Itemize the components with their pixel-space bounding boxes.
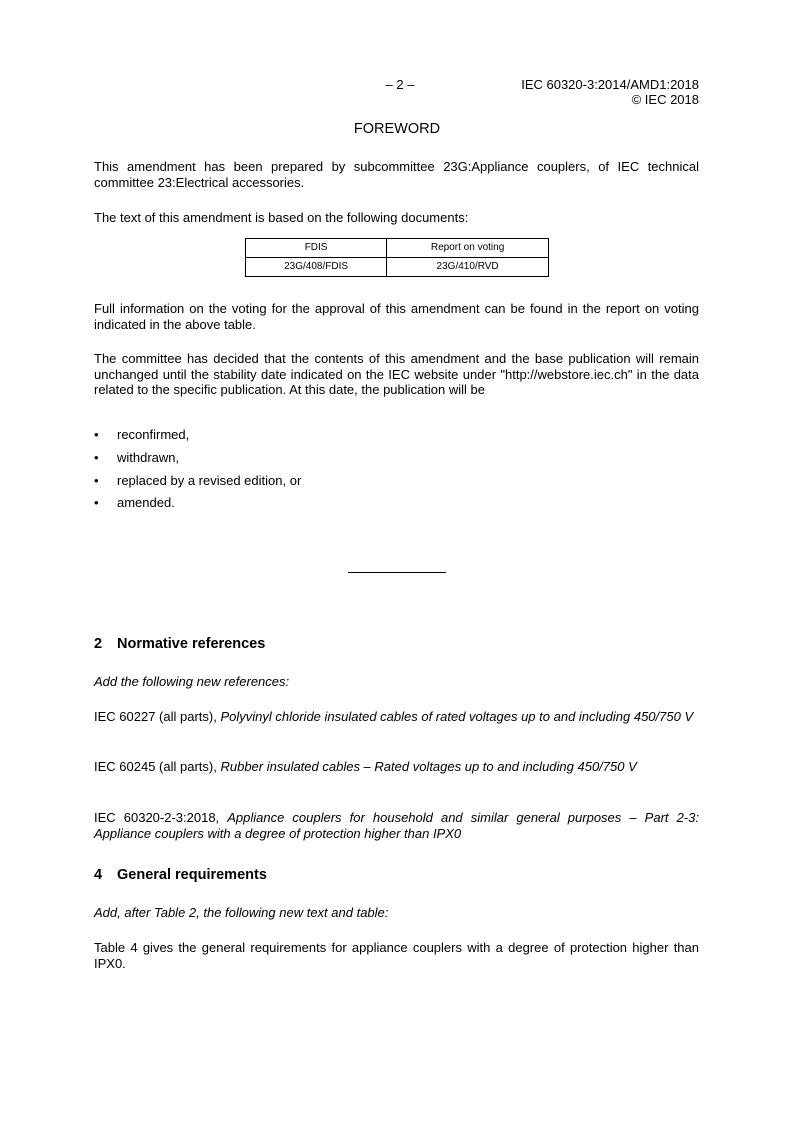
list-item: • reconfirmed, [94,427,301,443]
table-cell-rvd: 23G/410/RVD [387,258,549,277]
publication-status-list [94,427,301,518]
table-header-report: Report on voting [387,239,549,258]
reference-title: Polyvinyl chloride insulated cables of rated voltages up to and including 450/750 V [220,709,694,724]
page-number: – 2 – [385,77,415,92]
reference-id: IEC 60320-2-3:2018, [94,810,220,825]
reference-entry [94,759,699,775]
table-header-fdis: FDIS [246,239,387,258]
foreword-paragraph-4: The committee has decided that the contents of this amendment and the base publication will remain unchanged until the stability date indicated on the IEC website under "http://webstore.iec.ch" in the data related to the specific publication. At this date, the publication will be [94,351,699,397]
foreword-paragraph-2: The text of this amendment is based on the following documents: [94,210,469,225]
table-row [246,258,549,277]
table-cell-fdis: 23G/408/FDIS [246,258,387,277]
reference-id: IEC 60245 (all parts), [94,759,217,774]
reference-entry [94,810,699,841]
reference-id: IEC 60227 (all parts), [94,709,217,724]
section-title: General requirements [117,867,267,883]
voting-documents-table [245,238,549,277]
section-title: Normative references [117,636,266,652]
copyright-notice: © IEC 2018 [631,92,699,107]
section-4-instruction: Add, after Table 2, the following new text and table: [94,905,389,920]
end-of-foreword-rule [348,572,446,573]
section-2-heading [94,637,265,653]
section-2-instruction: Add the following new references: [94,674,290,689]
section-number: 4 [94,867,103,883]
foreword-paragraph-3: Full information on the voting for the approval of this amendment can be found in the report on voting indicated in the above table. [94,301,699,332]
section-number: 2 [94,636,103,652]
list-item: • replaced by a revised edition, or [94,473,301,489]
list-item: • amended. [94,495,301,511]
section-4-heading [94,868,267,884]
section-4-paragraph: Table 4 gives the general requirements for appliance couplers with a degree of protection higher than IPX0. [94,940,699,971]
foreword-title: FOREWORD [353,121,441,137]
reference-title: Appliance couplers for household and similar general purposes – Part 2-3: Appliance couplers with a degree of protection higher than IPX0 [94,810,699,841]
standard-designation: IEC 60320-3:2014/AMD1:2018 [521,77,699,92]
reference-entry [94,709,699,725]
list-item: • withdrawn, [94,450,301,466]
reference-title: Rubber insulated cables – Rated voltages up to and including 450/750 V [220,759,637,774]
foreword-paragraph-1: This amendment has been prepared by subcommittee 23G:Appliance couplers, of IEC technical committee 23:Electrical accessories. [94,159,699,190]
table-header-row [246,239,549,258]
